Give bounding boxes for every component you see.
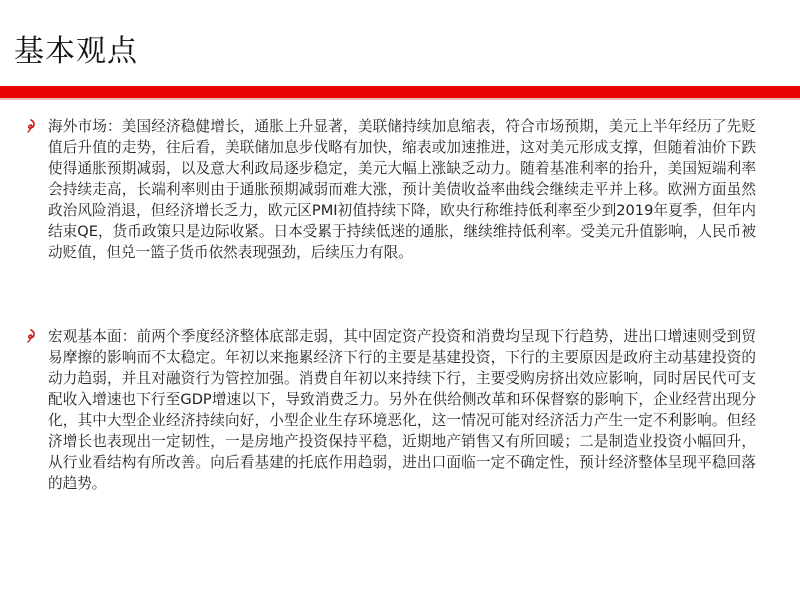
title-divider-shadow	[0, 98, 800, 100]
title-divider-bar	[0, 86, 800, 98]
slide-title: 基本观点	[14, 34, 138, 69]
red-swirl-bullet-icon	[26, 119, 36, 133]
red-swirl-bullet-icon	[26, 329, 36, 343]
overseas-market-paragraph: 海外市场：美国经济稳健增长，通胀上升显著，美联储持续加息缩表，符合市场预期，美元上半年经历了先贬值后升值的走势，往后看，美联储加息步伐略有加快，缩表或加速推进，这对美元形成支撑，但随着油价下跌使得通胀预期减弱，以及意大利政局逐步稳定，美元大幅上涨缺乏动力。随着基准利率的抬升，美国短端利率会持续走高，长端利率则由于通胀预期减弱而难大涨，预计美债收益率曲线会继续走平并上移。欧洲方面虽然政治风险消退，但经济增长乏力，欧元区PMI初值持续下降，欧央行称维持低利率至少到2019年夏季，但年内结束QE，货币政策只是边际收紧。日本受累于持续低迷的通胀，继续维持低利率。受美元升值影响，人民币被动贬值，但兑一篮子货币依然表现强劲，后续压力有限。	[48, 118, 756, 261]
macro-fundamentals-paragraph: 宏观基本面：前两个季度经济整体底部走弱，其中固定资产投资和消费均呈现下行趋势，进出口增速则受到贸易摩擦的影响而不太稳定。年初以来拖累经济下行的主要是基建投资，下行的主要原因是政府主动基建投资的动力趋弱，并且对融资行为管控加强。消费自年初以来持续下行，主要受购房挤出效应影响，同时居民代可支配收入增速也下行至GDP增速以下，导致消费乏力。另外在供给侧改革和环保督察的影响下，企业经营出现分化，其中大型企业经济持续向好，小型企业生存环境恶化，这一情况可能对经济活力产生一定不利影响。但经济增长也表现出一定韧性，一是房地产投资保持平稳，近期地产销售又有所回暖；二是制造业投资小幅回升，从行业看结构有所改善。向后看基建的托底作用趋弱，进出口面临一定不确定性，预计经济整体呈现平稳回落的趋势。	[48, 328, 756, 492]
